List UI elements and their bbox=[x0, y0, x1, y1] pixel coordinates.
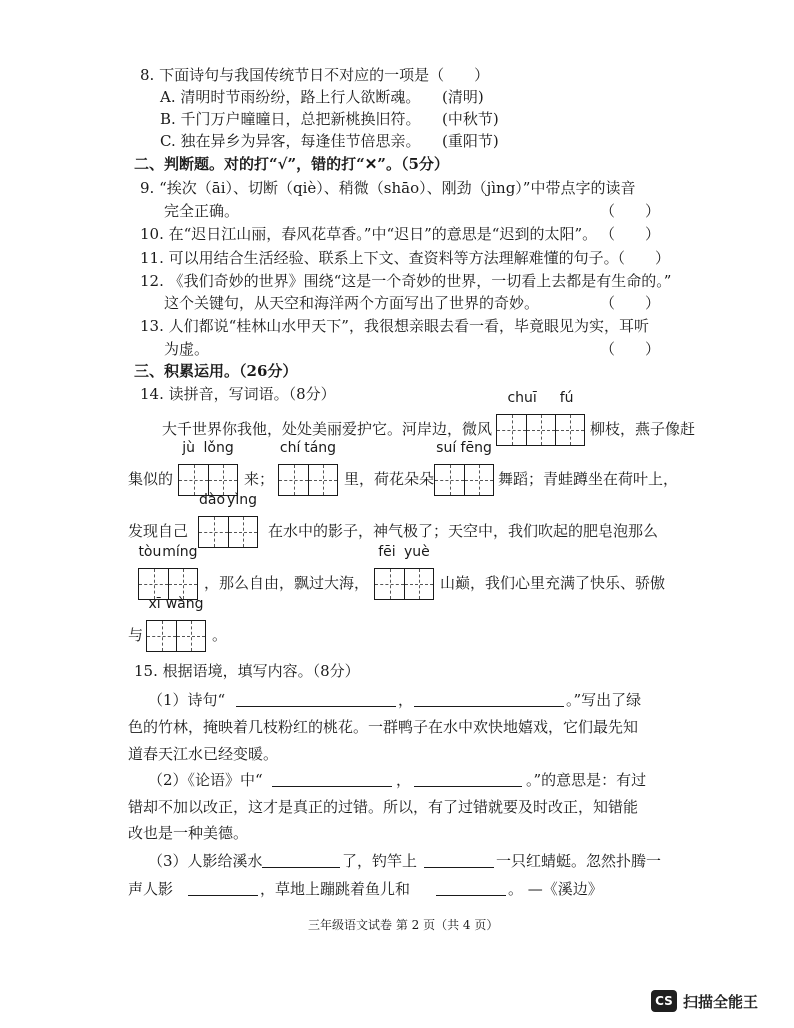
pinyin-box-chitang[interactable] bbox=[278, 440, 338, 496]
q15-2-c: 。”的意思是：有过 bbox=[526, 771, 647, 789]
q11-answer-paren[interactable]: （ ） bbox=[610, 249, 671, 267]
q15-1-d: 色的竹林，掩映着几枝粉红的桃花。一群鸭子在水中欢快地嬉戏，它们最先知 bbox=[128, 718, 639, 736]
q14-text-5b: 。 bbox=[212, 626, 228, 644]
q8-stem: 8. 下面诗句与我国传统节日不对应的一项是（ ） bbox=[140, 66, 490, 84]
q15-2-a: （2）《论语》中“ bbox=[148, 771, 263, 789]
q15-3-blank-4[interactable] bbox=[436, 881, 506, 896]
q14-text-4a: ，那么自由，飘过大海， bbox=[204, 574, 370, 592]
q15-1-e: 道春天江水已经变暖。 bbox=[128, 745, 279, 763]
q8-option-a-tag: (清明) bbox=[442, 88, 484, 106]
q15-3-blank-2[interactable] bbox=[424, 853, 494, 868]
pinyin-syllable: xī bbox=[148, 596, 161, 612]
q15-2-blank-2[interactable] bbox=[414, 772, 522, 787]
pinyin-syllable: chuī bbox=[507, 390, 537, 406]
page-footer: 三年级语文试卷 第 2 页（共 4 页） bbox=[308, 918, 499, 932]
q15-title: 15. 根据语境，填写内容。（8分） bbox=[134, 662, 360, 680]
pinyin-syllable: míng bbox=[162, 544, 198, 560]
pinyin-syllable: fēng bbox=[460, 440, 492, 456]
pinyin-syllable: lǒng bbox=[203, 440, 234, 456]
pinyin-box-daoying[interactable] bbox=[198, 492, 258, 548]
scanner-watermark-text: 扫描全能王 bbox=[683, 992, 759, 1011]
q15-3-a: （3）人影给溪水 bbox=[148, 852, 263, 870]
q14-text-3a: 发现自己 bbox=[128, 522, 189, 540]
q14-text-2b: 来； bbox=[244, 470, 275, 488]
pinyin-syllable: yuè bbox=[404, 544, 430, 560]
pinyin-box-xiwang[interactable] bbox=[146, 596, 206, 652]
pinyin-box-chuifu[interactable] bbox=[496, 390, 585, 446]
q14-text-2c: 里，荷花朵朵 bbox=[344, 470, 435, 488]
q8-option-a: A. 清明时节雨纷纷，路上行人欲断魂。 bbox=[160, 88, 421, 106]
q15-1-blank-1[interactable] bbox=[236, 692, 396, 707]
q12-answer-paren[interactable]: （ ） bbox=[600, 294, 661, 312]
q13-answer-paren[interactable]: （ ） bbox=[600, 340, 661, 358]
q8-option-c: C. 独在异乡为异客，每逢佳节倍思亲。 bbox=[160, 132, 421, 150]
pinyin-syllable: yìng bbox=[227, 492, 257, 508]
pinyin-syllable: tòu bbox=[138, 544, 162, 560]
q14-text-5a: 与 bbox=[128, 626, 144, 644]
section2-title: 二、判断题。对的打“√”，错的打“✕”。（5分） bbox=[134, 155, 449, 173]
q15-3-blank-1[interactable] bbox=[262, 853, 340, 868]
q15-3-b: 了，钓竿上 bbox=[342, 852, 418, 870]
q8-option-c-tag: (重阳节) bbox=[442, 132, 499, 150]
q15-3-c: 一只红蜻蜓。忽然扑腾一 bbox=[496, 852, 662, 870]
pinyin-box-suifeng[interactable] bbox=[434, 440, 494, 496]
q15-2-e: 改也是一种美德。 bbox=[128, 824, 249, 842]
q15-3-d: 声人影 bbox=[128, 880, 174, 898]
q10-line1: 10. 在“迟日江山丽，春风花草香。”中“迟日”的意思是“迟到的太阳”。 bbox=[140, 225, 598, 243]
q11-line1: 11. 可以用结合生活经验、联系上下文、查资料等方法理解难懂的句子。 bbox=[140, 249, 619, 267]
q8-option-b-tag: (中秋节) bbox=[442, 110, 499, 128]
pinyin-syllable: chí bbox=[279, 440, 301, 456]
scanner-watermark bbox=[651, 990, 758, 1012]
pinyin-syllable: dào bbox=[199, 492, 226, 508]
section3-title: 三、积累运用。（26分） bbox=[134, 362, 298, 380]
q14-title: 14. 读拼音，写词语。（8分） bbox=[140, 385, 336, 403]
camscanner-logo-icon: CS bbox=[651, 990, 677, 1012]
q15-2-blank-1[interactable] bbox=[272, 772, 392, 787]
q12-line2: 这个关键句，从天空和海洋两个方面写出了世界的奇妙。 bbox=[164, 294, 540, 312]
q9-line1: 9. “挨次（āi）、切断（qiè）、稍微（shāo）、刚劲（jìng）”中带点字的读音 bbox=[140, 179, 636, 197]
q15-3-blank-3[interactable] bbox=[188, 881, 258, 896]
q14-text-3b: 在水中的影子，神气极了；天空中，我们吹起的肥皂泡那么 bbox=[268, 522, 659, 540]
q9-line2: 完全正确。 bbox=[164, 202, 240, 220]
pinyin-syllable: suí bbox=[436, 440, 457, 456]
q9-answer-paren[interactable]: （ ） bbox=[600, 202, 661, 220]
pinyin-syllable: fēi bbox=[378, 544, 396, 560]
q14-text-4b: 山巅，我们心里充满了快乐、骄傲 bbox=[440, 574, 666, 592]
pinyin-syllable: jù bbox=[182, 440, 196, 456]
q15-2-b: ， bbox=[396, 771, 412, 789]
pinyin-box-feiyue[interactable] bbox=[374, 544, 434, 600]
q15-1-c: 。”写出了绿 bbox=[566, 691, 642, 709]
pinyin-syllable: táng bbox=[304, 440, 337, 456]
q14-text-2a: 集似的 bbox=[128, 470, 174, 488]
q13-line2: 为虚。 bbox=[164, 340, 210, 358]
q14-text-2d: 舞蹈；青蛙蹲坐在荷叶上， bbox=[498, 470, 679, 488]
q15-1-blank-2[interactable] bbox=[414, 692, 564, 707]
q15-2-d: 错却不加以改正，这才是真正的过错。所以，有了过错就要及时改正，知错能 bbox=[128, 798, 639, 816]
q12-line1: 12. 《我们奇妙的世界》围绕“这是一个奇妙的世界，一切看上去都是有生命的。” bbox=[140, 272, 672, 290]
pinyin-syllable: wàng bbox=[165, 596, 204, 612]
q15-1-b: ， bbox=[398, 691, 414, 709]
q15-3-f: 。 —《溪边》 bbox=[508, 880, 603, 898]
q15-3-e: ，草地上蹦跳着鱼儿和 bbox=[260, 880, 411, 898]
q13-line1: 13. 人们都说“桂林山水甲天下”，我很想亲眼去看一看，毕竟眼见为实，耳听 bbox=[140, 317, 649, 335]
pinyin-syllable: fú bbox=[559, 390, 574, 406]
q15-1-a: （1）诗句“ bbox=[148, 691, 226, 709]
q14-text-1b: 柳枝，燕子像赶 bbox=[590, 420, 696, 438]
q10-answer-paren[interactable]: （ ） bbox=[600, 225, 661, 243]
q14-text-1: 大千世界你我他，处处美丽爱护它。河岸边，微风 bbox=[162, 420, 493, 438]
q8-option-b: B. 千门万户曈曈日，总把新桃换旧符。 bbox=[160, 110, 421, 128]
